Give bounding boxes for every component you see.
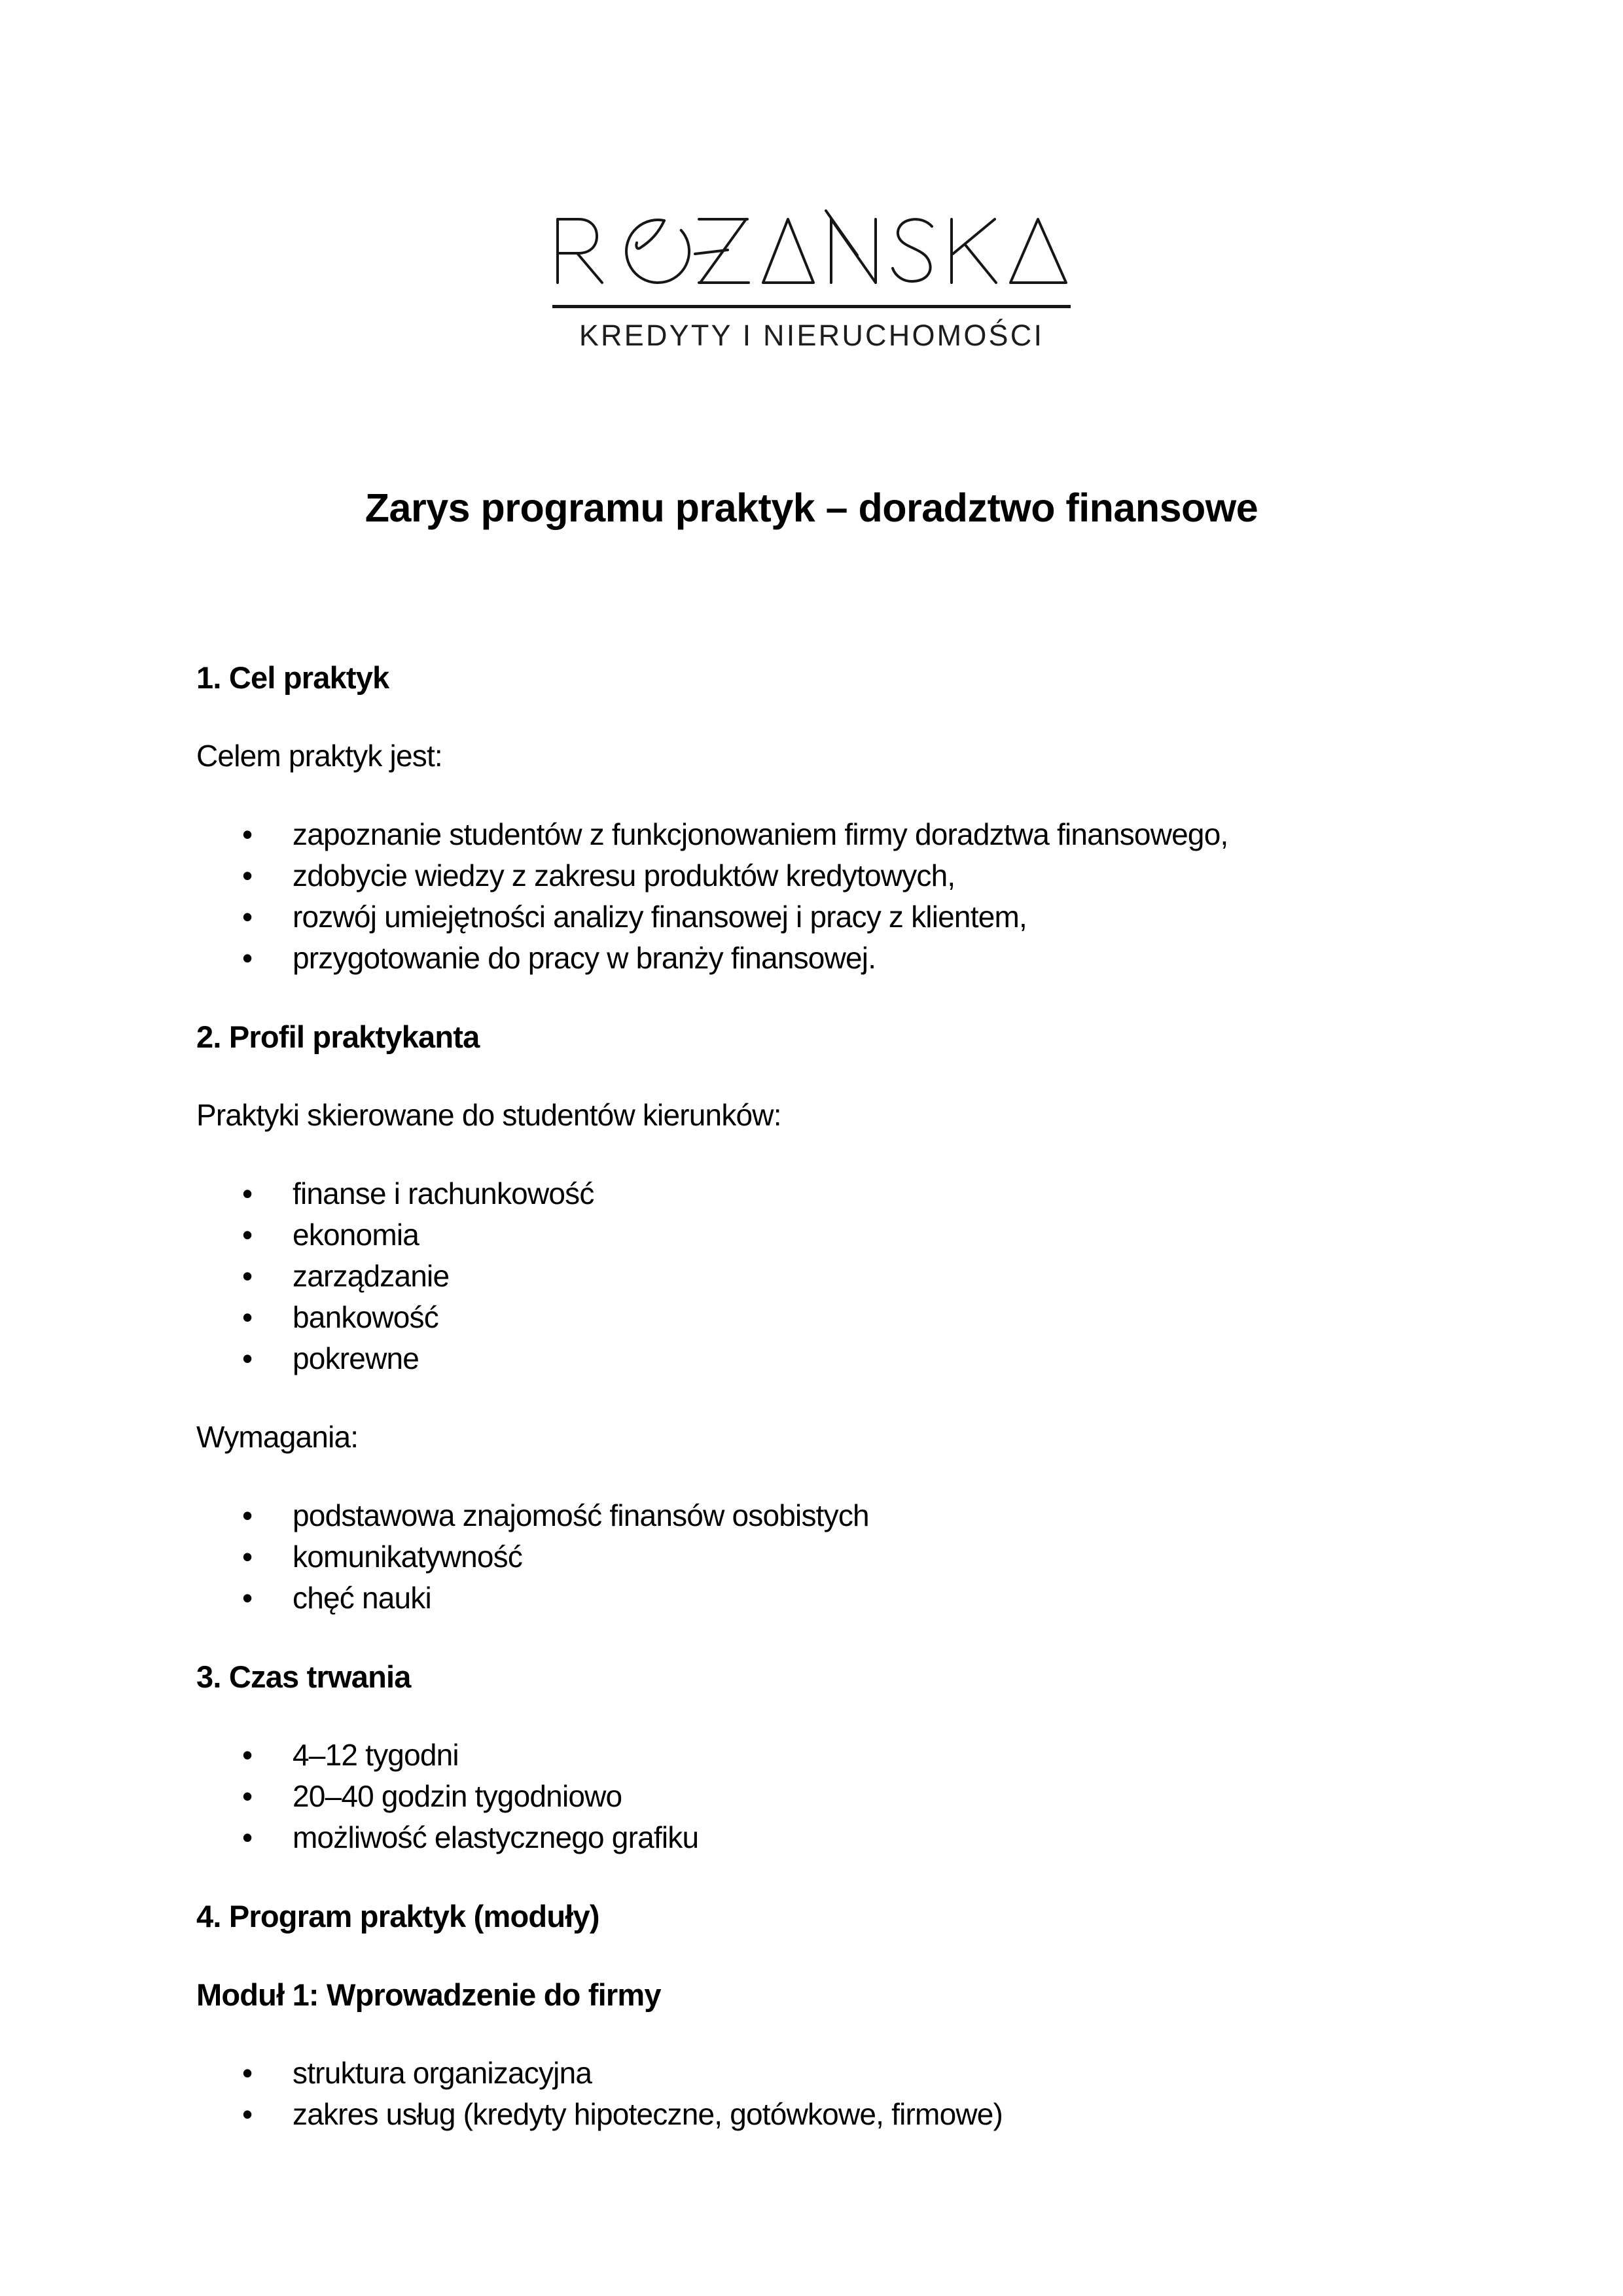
section-heading: 1. Cel praktyk <box>196 660 389 695</box>
list-item: • bankowość <box>196 1297 1427 1338</box>
section-cel-praktyk <box>196 657 1427 979</box>
logo-subtitle: KREDYTY I NIERUCHOMOŚCI <box>579 319 1044 352</box>
section-intro: Praktyki skierowane do studentów kierunków: <box>196 1098 781 1132</box>
section-heading: 2. Profil praktykanta <box>196 1019 480 1054</box>
logo-letter-k <box>952 219 996 283</box>
logo-letter-o <box>626 220 689 283</box>
section-heading: 4. Program praktyk (moduły) <box>196 1899 599 1934</box>
logo-letters-graphic <box>552 196 1071 288</box>
requirements-intro: Wymagania: <box>196 1420 359 1454</box>
bullet-list <box>196 1173 1427 1379</box>
section-intro: Celem praktyk jest: <box>196 739 442 773</box>
list-item: • komunikatywność <box>196 1536 1427 1578</box>
list-item: • zdobycie wiedzy z zakresu produktów kredytowych, <box>196 855 1427 896</box>
bullet-list <box>196 2053 1427 2135</box>
bullet-list <box>196 1495 1427 1619</box>
section-profil-praktykanta <box>196 1016 1427 1619</box>
list-item: • finanse i rachunkowość <box>196 1173 1427 1214</box>
list-item: • 4–12 tygodni <box>196 1735 1427 1776</box>
logo-letter-z <box>695 219 749 283</box>
list-item: • pokrewne <box>196 1338 1427 1379</box>
list-item: • rozwój umiejętności analizy finansowej i pracy z klientem, <box>196 896 1427 938</box>
logo-letter-n <box>826 211 876 283</box>
list-item: • struktura organizacyjna <box>196 2053 1427 2094</box>
list-item: • zakres usług (kredyty hipoteczne, gotówkowe, firmowe) <box>196 2094 1427 2135</box>
list-item: • chęć nauki <box>196 1578 1427 1619</box>
section-modul-1 <box>196 1974 1427 2135</box>
list-item: • możliwość elastycznego grafiku <box>196 1817 1427 1858</box>
section-heading: Moduł 1: Wprowadzenie do firmy <box>196 1977 661 2012</box>
list-item: • ekonomia <box>196 1214 1427 1256</box>
list-item: • zarządzanie <box>196 1256 1427 1297</box>
list-item: • 20–40 godzin tygodniowo <box>196 1776 1427 1817</box>
section-heading: 3. Czas trwania <box>196 1659 411 1694</box>
logo-letter-s <box>893 219 932 281</box>
company-logo <box>552 196 1071 353</box>
list-item: • zapoznanie studentów z funkcjonowaniem firmy doradztwa finansowego, <box>196 814 1427 855</box>
logo-letter-a1 <box>763 219 813 283</box>
logo-letter-r <box>558 219 602 283</box>
list-item: • podstawowa znajomość finansów osobistych <box>196 1495 1427 1536</box>
bullet-list <box>196 1735 1427 1858</box>
list-item: • przygotowanie do pracy w branży finansowej. <box>196 938 1427 979</box>
bullet-list <box>196 814 1427 979</box>
section-program-praktyk <box>196 1896 1427 1937</box>
logo-divider-line <box>552 305 1071 308</box>
logo-letter-a2 <box>1010 219 1066 283</box>
document-title: Zarys programu praktyk – doradztwo finansowe <box>365 486 1258 530</box>
section-czas-trwania <box>196 1656 1427 1858</box>
